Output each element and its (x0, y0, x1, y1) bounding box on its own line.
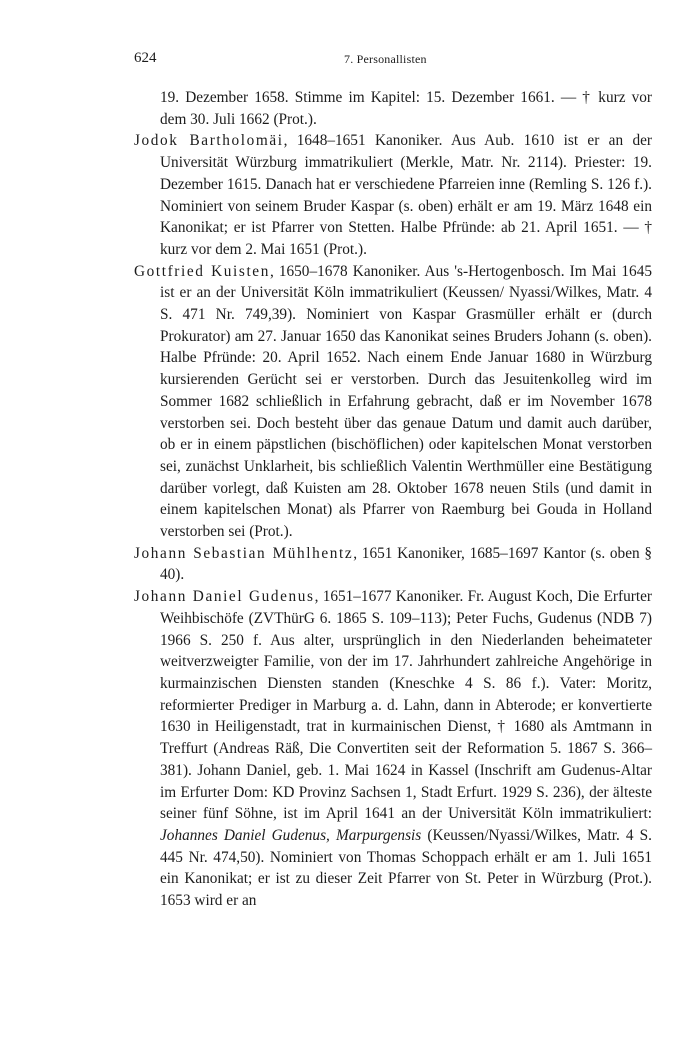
entry-body-continued: (Keussen/Nyassi/Wilkes, Matr. 4 S. 445 Nr. 474,50). Nominiert von Thomas Schoppach erhält er am 1. Juli 1651 ein Kanonikat; er ist zu dieser Zeit Pfarrer von St. Peter in Würzburg (Prot.). 1653 wird er an (160, 826, 652, 910)
entry-muehlhentz (134, 543, 652, 586)
entry-name: Johann Daniel Gudenus (134, 588, 315, 606)
page-header (134, 50, 654, 74)
main-text (134, 87, 652, 912)
entry-italic-quote: Johannes Daniel Gudenus, Marpurgensis (160, 826, 422, 844)
entry-continuation (134, 87, 652, 130)
entry-bartholomaei (134, 130, 652, 260)
entry-name: Gottfried Kuisten (134, 262, 270, 280)
entry-name: Johann Sebastian Mühlhentz (134, 544, 354, 562)
running-head: 7. Personallisten (344, 52, 427, 66)
entry-body: , 1651–1677 Kanoniker. Fr. August Koch, Die Erfurter Weihbischöfe (ZVThürG 6. 1865 S. 109–113); Peter Fuchs, Gudenus (NDB 7) 1966 S. 250 f. Aus alter, ursprünglich in den Niederlanden beheimateter weitverzweigter Familie, von der im 17. Jahrhundert zahlreiche Angehörige in kurmainzischen Diensten standen (Kneschke 4 S. 86 f.). Vater: Moritz, reformierter Prediger in Marburg a. d. Lahn, dann in Abterode; er konvertierte 1630 in Heiligenstadt, trat in kurmainischen Dienst, † 1680 als Amtmann in Treffurt (Andreas Räß, Die Convertiten seit der Reformation 5. 1867 S. 366–381). Johann Daniel, geb. 1. Mai 1624 in Kassel (Inschrift am Gudenus-Altar im Erfurter Dom: KD Provinz Sachsen 1, Stadt Erfurt. 1929 S. 236), der älteste seiner fünf Söhne, ist im April 1641 an der Universität Köln immatrikuliert: (160, 588, 652, 823)
entry-body: 19. Dezember 1658. Stimme im Kapitel: 15. Dezember 1661. — † kurz vor dem 30. Juli 1662 (Prot.). (160, 89, 652, 128)
entry-name: Jodok Bartholomäi (134, 132, 284, 150)
entry-body: , 1651 Kanoniker, 1685–1697 Kantor (s. oben § 40). (160, 544, 653, 584)
entry-body: , 1648–1651 Kanoniker. Aus Aub. 1610 ist er an der Universität Würzburg immatrikuliert (Merkle, Matr. Nr. 2114). Priester: 19. Dezember 1615. Danach hat er verschiedene Pfarreien inne (Remling S. 126 f.). Nominiert von seinem Bruder Kaspar (s. oben) erhält er am 19. März 1648 ein Kanonikat; er ist Pfarrer von Stetten. Halbe Pfründe: ab 21. April 1651. — † kurz vor dem 2. Mai 1651 (Prot.). (160, 132, 652, 258)
entry-body: , 1650–1678 Kanoniker. Aus 's-Hertogenbosch. Im Mai 1645 ist er an der Universität Köln immatrikuliert (Keussen/ Nyassi/Wilkes, Matr. 4 S. 471 Nr. 749,39). Nominiert von Kaspar Grasmüller erhält er (durch Prokurator) am 27. Januar 1650 das Kanonikat seines Bruders Johann (s. oben). Halbe Pfründe: 20. April 1652. Nach einem Ende Januar 1680 in Würzburg kursierenden Gerücht sei er verstorben. Durch das Jesuitenkolleg wird im Sommer 1682 schließlich in Erfahrung gebracht, daß er im November 1678 verstorben sei. Doch besteht über das genaue Datum und damit auch darüber, ob er in einem päpstlichen (bischöflichen) oder kapitelschen Monat verstorben sei, zunächst Unklarheit, bis schließlich Valentin Werthmüller eine Bestätigung darüber vorlegt, daß Kuisten am 28. Oktober 1678 neuen Stils (und damit in einem kapitelschen Monat) als Pfarrer von Raemburg bei Gouda in Holland verstorben sei (Prot.). (160, 262, 652, 541)
page-number: 624 (134, 50, 157, 66)
entry-gudenus (134, 586, 652, 912)
entry-kuisten (134, 261, 652, 543)
